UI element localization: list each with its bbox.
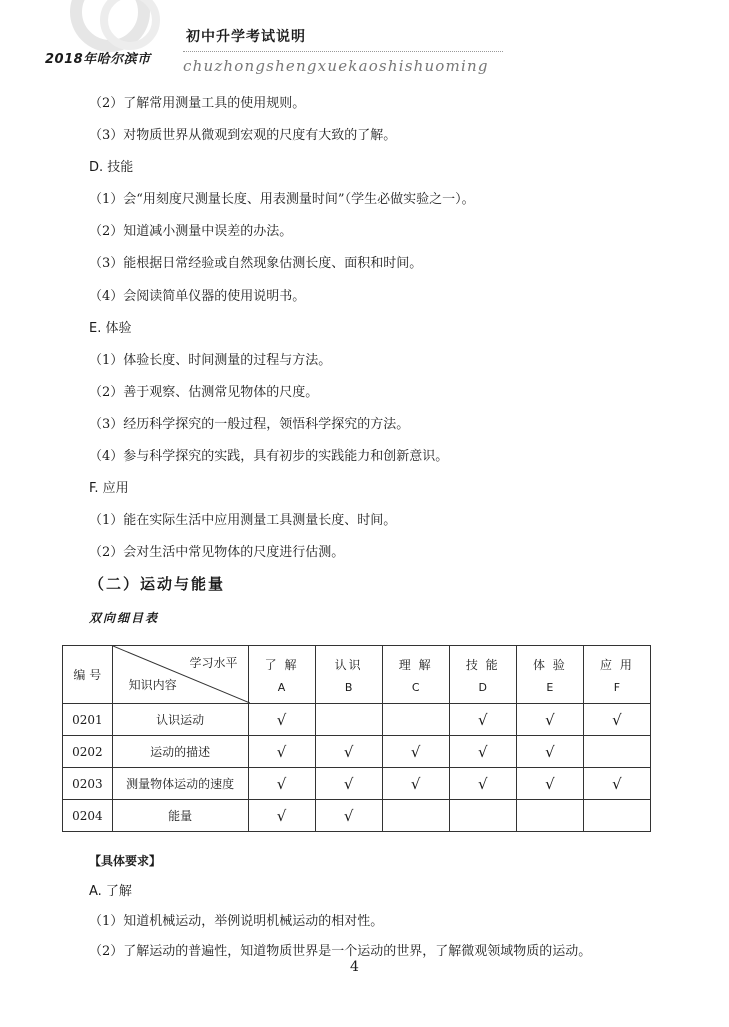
list-item: （2）善于观察、估测常见物体的尺度。 — [89, 385, 319, 400]
list-item: （4）会阅读简单仪器的使用说明书。 — [89, 289, 306, 304]
header-title: 初中升学考试说明 — [186, 29, 306, 45]
check-cell: √ — [248, 704, 315, 736]
header-level-b: 认识 B — [315, 646, 382, 704]
check-cell: √ — [583, 704, 650, 736]
check-cell: √ — [315, 768, 382, 800]
row-number: 0204 — [63, 800, 113, 832]
part-heading: （二）运动与能量 — [89, 575, 226, 593]
header-level-a: 了 解 A — [248, 646, 315, 704]
header-level-f: 应 用 F — [583, 646, 650, 704]
header-level-label: 学习水平 — [189, 656, 238, 670]
list-item: （1）会“用刻度尺测量长度、用表测量时间”（学生必做实验之一）。 — [89, 192, 475, 207]
check-cell: √ — [248, 800, 315, 832]
header-level-e: 体 验 E — [516, 646, 583, 704]
check-cell: √ — [516, 704, 583, 736]
table-header-row — [63, 646, 651, 704]
row-number: 0202 — [63, 736, 113, 768]
header-year-city: 2018年哈尔滨市 — [45, 52, 151, 67]
check-cell — [382, 704, 449, 736]
page-number: 4 — [350, 959, 359, 975]
header-pinyin: chuzhongshengxuekaoshishuoming — [183, 57, 489, 75]
list-item: （4）参与科学探究的实践，具有初步的实践能力和创新意识。 — [89, 449, 449, 464]
table-row — [63, 736, 651, 768]
list-item: （1）能在实际生活中应用测量工具测量长度、时间。 — [89, 513, 397, 528]
row-number: 0203 — [63, 768, 113, 800]
check-cell: √ — [449, 704, 516, 736]
check-cell — [382, 800, 449, 832]
check-cell: √ — [382, 768, 449, 800]
check-cell: √ — [583, 768, 650, 800]
row-item: 认识运动 — [112, 704, 248, 736]
list-item: （3）对物质世界从微观到宏观的尺度有大致的了解。 — [89, 128, 397, 143]
table-row — [63, 704, 651, 736]
check-cell — [315, 704, 382, 736]
section-title-d: D. 技能 — [89, 160, 134, 175]
table-row — [63, 800, 651, 832]
check-cell — [583, 800, 650, 832]
section-title-e: E. 体验 — [89, 321, 132, 336]
detail-table — [62, 645, 651, 832]
check-cell — [583, 736, 650, 768]
section-title-a: A. 了解 — [89, 884, 132, 899]
list-item: （3）经历科学探究的一般过程，领悟科学探究的方法。 — [89, 417, 410, 432]
header-content-label: 知识内容 — [128, 678, 177, 692]
table-title: 双向细目表 — [89, 611, 160, 625]
check-cell: √ — [315, 736, 382, 768]
check-cell: √ — [516, 736, 583, 768]
row-item: 能量 — [112, 800, 248, 832]
header-level-c: 理 解 C — [382, 646, 449, 704]
list-item: （2）了解常用测量工具的使用规则。 — [89, 96, 306, 111]
list-item: （2）知道减小测量中误差的办法。 — [89, 224, 293, 239]
check-cell: √ — [248, 736, 315, 768]
header-divider — [183, 51, 503, 52]
section-title-f: F. 应用 — [89, 481, 129, 496]
check-cell: √ — [248, 768, 315, 800]
header-diagonal-cell — [112, 646, 248, 704]
table-row — [63, 768, 651, 800]
list-item: （3）能根据日常经验或自然现象估测长度、面积和时间。 — [89, 256, 423, 271]
check-cell: √ — [382, 736, 449, 768]
list-item: （2）了解运动的普遍性，知道物质世界是一个运动的世界，了解微观领域物质的运动。 — [89, 944, 592, 959]
header-level-d: 技 能 D — [449, 646, 516, 704]
list-item: （1）知道机械运动，举例说明机械运动的相对性。 — [89, 914, 384, 929]
requirements-heading: 【具体要求】 — [89, 854, 162, 868]
row-item: 测量物体运动的速度 — [112, 768, 248, 800]
list-item: （2）会对生活中常见物体的尺度进行估测。 — [89, 545, 345, 560]
row-item: 运动的描述 — [112, 736, 248, 768]
check-cell: √ — [449, 736, 516, 768]
check-cell: √ — [315, 800, 382, 832]
list-item: （1）体验长度、时间测量的过程与方法。 — [89, 353, 332, 368]
check-cell: √ — [516, 768, 583, 800]
check-cell: √ — [449, 768, 516, 800]
check-cell — [516, 800, 583, 832]
header-number: 编 号 — [63, 646, 113, 704]
check-cell — [449, 800, 516, 832]
row-number: 0201 — [63, 704, 113, 736]
